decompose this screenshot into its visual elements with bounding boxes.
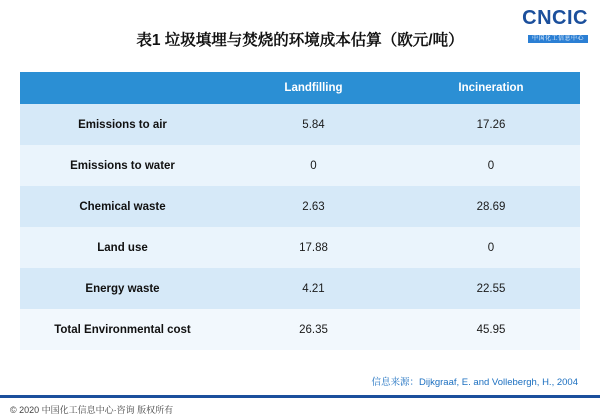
row-value-landfilling: 26.35 — [225, 309, 402, 350]
row-value-landfilling: 2.63 — [225, 186, 402, 227]
header-cell-landfilling: Landfilling — [225, 72, 402, 104]
table-row — [20, 104, 580, 145]
row-label: Chemical waste — [20, 186, 225, 227]
table-header — [20, 72, 580, 104]
row-value-incineration: 17.26 — [402, 104, 580, 145]
row-value-landfilling: 17.88 — [225, 227, 402, 268]
table-row — [20, 227, 580, 268]
table-row-total — [20, 309, 580, 350]
row-value-landfilling: 5.84 — [225, 104, 402, 145]
environment-cost-table — [20, 72, 580, 350]
row-value-landfilling: 4.21 — [225, 268, 402, 309]
logo-main-text: CNCIC — [522, 7, 588, 29]
row-value-incineration: 22.55 — [402, 268, 580, 309]
table-header-row — [20, 72, 580, 104]
logo-sub-text: 中国化工信息中心 — [528, 35, 588, 43]
header-cell-category — [20, 72, 225, 104]
page-title: 表1 垃圾填埋与焚烧的环境成本估算（欧元/吨） — [136, 32, 464, 49]
row-value-landfilling: 0 — [225, 145, 402, 186]
row-label: Total Environmental cost — [20, 309, 225, 350]
row-value-incineration: 0 — [402, 227, 580, 268]
cost-table-container — [20, 72, 580, 350]
table-row — [20, 186, 580, 227]
table-row — [20, 268, 580, 309]
row-value-incineration: 28.69 — [402, 186, 580, 227]
table-body — [20, 104, 580, 350]
row-label: Energy waste — [20, 268, 225, 309]
row-label: Land use — [20, 227, 225, 268]
header-cell-incineration: Incineration — [402, 72, 580, 104]
row-label: Emissions to water — [20, 145, 225, 186]
footer-divider — [0, 395, 600, 398]
table-row — [20, 145, 580, 186]
row-label: Emissions to air — [20, 104, 225, 145]
row-value-incineration: 0 — [402, 145, 580, 186]
source-note: 信息来源：Dijkgraaf, E. and Vollebergh, H., 2004 — [371, 377, 578, 388]
row-value-incineration: 45.95 — [402, 309, 580, 350]
copyright-text: © 2020 中国化工信息中心·咨询 版权所有 — [10, 405, 174, 415]
